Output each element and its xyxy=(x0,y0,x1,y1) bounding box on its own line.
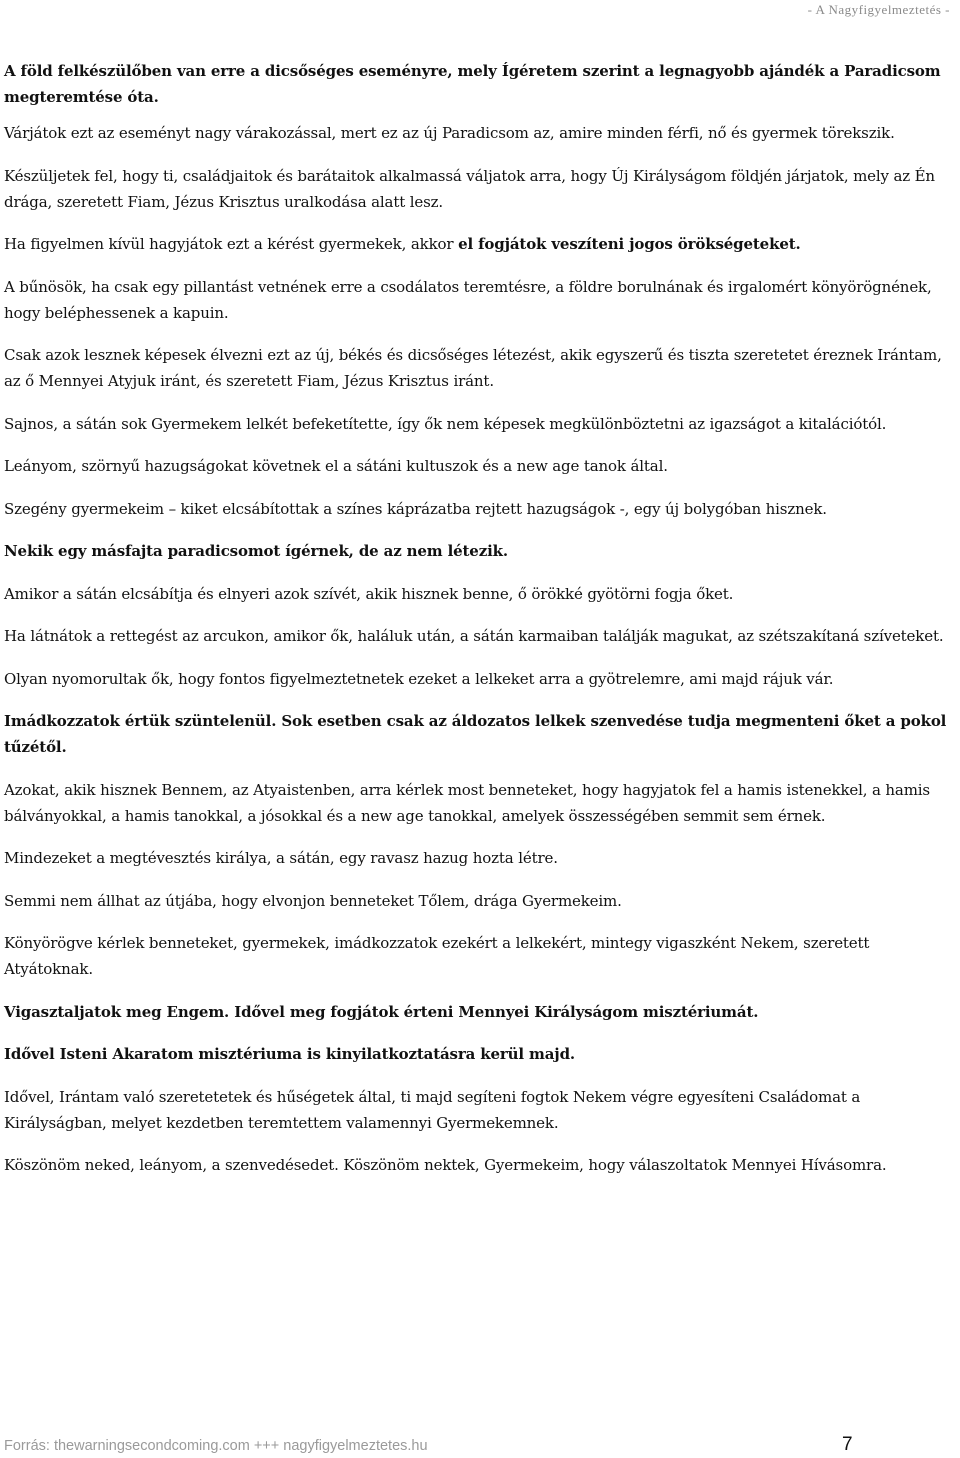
bold-text: Imádkozzatok értük szüntelenül. Sok esetben csak az áldozatos lelkek szenvedése tudja megmenteni őket a pokol tűzétől. xyxy=(4,712,947,756)
text-run: Várjátok ezt az eseményt nagy várakozással, mert ez az új Paradicsom az, amire minden férfi, nő és gyermek törekszik. xyxy=(4,124,895,142)
paragraph xyxy=(4,708,954,760)
paragraph xyxy=(4,581,954,607)
text-run: Szegény gyermekeim – kiket elcsábítottak a színes káprázatba rejtett hazugságok -, egy új bolygóban hisznek. xyxy=(4,499,827,518)
paragraph xyxy=(4,58,954,110)
paragraph xyxy=(4,999,954,1025)
paragraph xyxy=(4,1041,954,1067)
paragraph xyxy=(4,342,954,394)
text-run: Azokat, akik hisznek Bennem, az Atyaistenben, arra kérlek most benneteket, hogy hagyjatok fel a hamis istenekkel, a hamis bálványokkal, a hamis tanokkal, a jósokkal és a new age tanokkal, amelyek összességében semmit sem érnek. xyxy=(4,780,930,825)
text-run: Amikor a sátán elcsábítja és elnyeri azok szívét, akik hisznek benne, ő örökké gyötörni fogja őket. xyxy=(4,584,734,603)
paragraph xyxy=(4,453,954,479)
text-run: Idővel, Irántam való szeretetetek és hűségetek által, ti majd segíteni fogtok Nekem végre egyesíteni Családomat a Királyságban, melyet kezdetben teremtettem valamennyi Gyermekemnek. xyxy=(4,1087,861,1132)
page-number: 7 xyxy=(842,1434,853,1455)
paragraph xyxy=(4,411,954,437)
footer-source: Forrás: thewarningsecondcoming.com +++ nagyfigyelmeztetes.hu xyxy=(4,1438,428,1454)
text-run: Ha figyelmen kívül hagyjátok ezt a kérést gyermekek, akkor xyxy=(4,235,459,253)
text-run: Készüljetek fel, hogy ti, családjaitok és barátaitok alkalmassá váljatok arra, hogy Új Királyságom földjén járjatok, mely az Én drága, szeretett Fiam, Jézus Krisztus uralkodása alatt lesz. xyxy=(4,166,935,211)
text-run: Leányom, szörnyű hazugságokat követnek el a sátáni kultuszok és a new age tanok által. xyxy=(4,457,668,475)
running-header xyxy=(808,2,950,18)
text-run: Csak azok lesznek képesek élvezni ezt az új, békés és dicsőséges létezést, akik egyszerű és tiszta szeretetet éreznek Irántam, az ő Mennyei Atyjuk iránt, és szeretett Fiam, Jézus Krisztus iránt. xyxy=(4,346,942,390)
text-run: Mindezeket a megtévesztés királya, a sátán, egy ravasz hazug hozta létre. xyxy=(4,849,558,867)
bold-text: Nekik egy másfajta paradicsomot ígérnek, de az nem létezik. xyxy=(4,542,508,560)
paragraph xyxy=(4,666,954,692)
paragraph xyxy=(4,1152,954,1178)
paragraph xyxy=(4,623,954,649)
text-run: Olyan nyomorultak ők, hogy fontos figyelmeztetnetek ezeket a lelkeket arra a gyötrelemre, ami majd rájuk vár. xyxy=(4,669,834,688)
text-run: Könyörögve kérlek benneteket, gyermekek, imádkozzatok ezekért a lelkekért, mintegy vigaszként Nekem, szeretett Atyátoknak. xyxy=(4,934,870,978)
bold-text: Idővel Isteni Akaratom misztériuma is kinyilatkoztatásra kerül majd. xyxy=(4,1045,575,1063)
running-header-title: - A Nagyfigyelmeztetés - xyxy=(807,2,950,17)
paragraph xyxy=(4,777,954,829)
text-run: Sajnos, a sátán sok Gyermekem lelkét befeketítette, így ők nem képesek megkülönböztetni az igazságot a kitalációtól. xyxy=(4,414,887,433)
bold-text: A föld felkészülőben van erre a dicsőséges eseményre, mely Ígéretem szerint a legnagyobb ajándék a Paradicsom megteremtése óta. xyxy=(4,62,941,106)
paragraph xyxy=(4,1084,954,1136)
text-run: A bűnösök, ha csak egy pillantást vetnének erre a csodálatos teremtésre, a földre borulnának és irgalomért könyörögnének, hogy beléphessenek a kapuin. xyxy=(4,277,932,322)
paragraph xyxy=(4,163,954,215)
paragraph xyxy=(4,496,954,522)
bold-text: Vigasztaljatok meg Engem. Idővel meg fogjátok érteni Mennyei Királyságom misztériumát. xyxy=(4,1002,759,1021)
paragraph xyxy=(4,845,954,871)
paragraph xyxy=(4,930,954,982)
text-run: Semmi nem állhat az útjába, hogy elvonjon benneteket Tőlem, drága Gyermekeim. xyxy=(4,891,622,910)
paragraph xyxy=(4,274,954,326)
paragraph xyxy=(4,538,954,564)
paragraph xyxy=(4,888,954,914)
text-run: Ha látnátok a rettegést az arcukon, amikor ők, haláluk után, a sátán karmaiban találják magukat, az szétszakítaná szíveteket. xyxy=(4,627,944,645)
paragraph xyxy=(4,231,954,257)
bold-text: el fogjátok veszíteni jogos örökségeteket. xyxy=(458,235,801,253)
text-run: Köszönöm neked, leányom, a szenvedésedet. Köszönöm nektek, Gyermekeim, hogy válaszoltatok Mennyei Hívásomra. xyxy=(4,1156,887,1174)
document-body xyxy=(4,58,954,1195)
paragraph xyxy=(4,120,954,146)
